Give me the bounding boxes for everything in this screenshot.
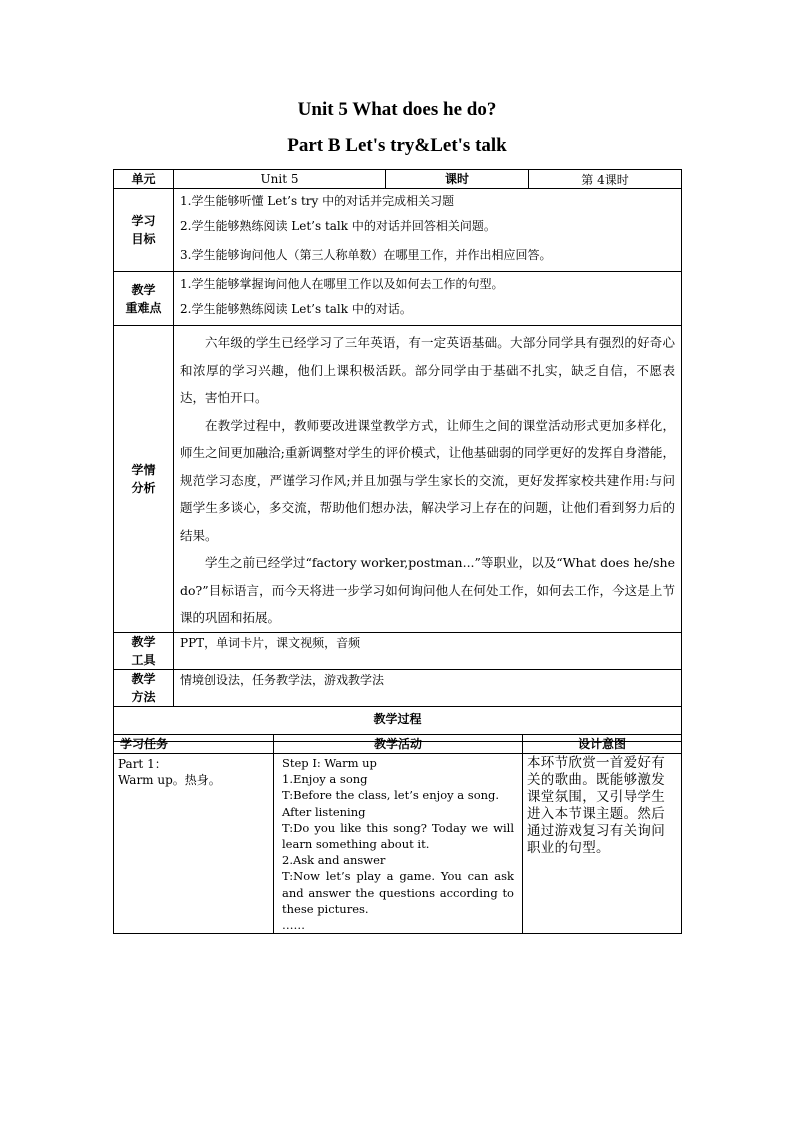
objectives-label: 学习 目标: [114, 189, 174, 272]
intent-cell: 本环节欣赏一首爱好有关的歌曲。既能够激发课堂氛围，又引导学生进入本节课主题。然后通过游戏复习有关询问职业的句型。: [523, 754, 682, 934]
activity-line: 2.Ask and answer: [282, 853, 386, 868]
activity-line: ……: [282, 918, 305, 933]
lesson-plan-table: [113, 169, 682, 742]
analysis-label: 学情 分析: [114, 326, 174, 633]
column-task-header: 学习任务: [114, 735, 274, 754]
keypoints-content: [174, 272, 682, 326]
task-cell: [114, 754, 274, 934]
analysis-content: [174, 326, 682, 633]
process-table: [113, 734, 682, 934]
task-part: Part 1：: [118, 757, 167, 771]
objectives-row: [114, 189, 682, 272]
activity-line: T:Do you like this song? Today we will learn something about it.: [282, 820, 514, 852]
methods-value: 情境创设法，任务教学法，游戏教学法: [180, 672, 385, 687]
process-heading: 教学过程: [114, 706, 682, 741]
keypoints-label: 教学 重难点: [114, 272, 174, 326]
keypoint-item: 2.学生能够熟练阅读 Let’s talk 中的对话。: [180, 302, 412, 316]
unit-value: Unit 5: [174, 170, 386, 189]
document-subtitle: Part B Let's try&Let's talk: [287, 135, 507, 156]
tools-label: 教学 工具: [114, 632, 174, 669]
process-row: [114, 754, 682, 934]
keypoint-item: 1.学生能够掌握询问他人在哪里工作以及如何去工作的句型。: [180, 277, 504, 291]
methods-label: 教学 方法: [114, 669, 174, 706]
activity-line: After listening: [282, 804, 366, 819]
period-value: 第 4课时: [529, 170, 682, 189]
objectives-content: [174, 189, 682, 272]
activity-line: T:Before the class, let’s enjoy a song.: [282, 788, 500, 803]
document-title: Unit 5 What does he do?: [297, 99, 497, 120]
header-row: [114, 170, 682, 189]
activity-line: T:Now let’s play a game. You can ask and answer the questions according to these pictures.: [282, 869, 514, 916]
tools-value: PPT，单词卡片，课文视频，音频: [180, 635, 361, 650]
analysis-paragraph: 学生之前已经学过“factory worker,postman...”等职业，以及“What does he/she do?”目标语言，而今天将进一步学习如何询问他人在何处工作，如何去工作，今这是上节课的巩固和拓展。: [180, 555, 675, 625]
column-intent-header: 设计意图: [523, 735, 682, 754]
activity-cell: [274, 754, 523, 934]
task-name: Warm up。热身。: [118, 773, 221, 787]
methods-content: [174, 669, 682, 706]
unit-label: 单元: [114, 170, 174, 189]
tools-content: [174, 632, 682, 669]
activity-line: 1.Enjoy a song: [282, 772, 368, 787]
keypoints-row: [114, 272, 682, 326]
analysis-paragraph: 六年级的学生已经学习了三年英语，有一定英语基础。大部分同学具有强烈的好奇心和浓厚的学习兴趣，他们上课积极活跃。部分同学由于基础不扎实，缺乏自信，不愿表达，害怕开口。: [180, 335, 675, 405]
objective-item: 1.学生能够听懂 Let’s try 中的对话并完成相关习题: [180, 194, 455, 208]
column-activity-header: 教学活动: [274, 735, 523, 754]
objective-item: 2.学生能够熟练阅读 Let’s talk 中的对话并回答相关问题。: [180, 219, 496, 233]
analysis-row: [114, 326, 682, 633]
analysis-paragraph: 在教学过程中，教师要改进课堂教学方式，让师生之间的课堂活动形式更加多样化，师生之间更加融洽;重新调整对学生的评价模式，让他基础弱的同学更好的发挥自身潜能，规范学习态度，严谨学习作风;并且加强与学生家长的交流，更好发挥家校共建作用:与问题学生多谈心，多交流，帮助他们想办法，解决学习上存在的问题，让他们看到努力后的结果。: [180, 417, 675, 543]
objective-item: 3.学生能够询问他人（第三人称单数）在哪里工作，并作出相应回答。: [180, 248, 552, 262]
tools-row: [114, 632, 682, 669]
methods-row: [114, 669, 682, 706]
activity-line: Step I: Warm up: [282, 756, 377, 770]
process-header-row: [114, 735, 682, 754]
period-label: 课时: [386, 170, 529, 189]
